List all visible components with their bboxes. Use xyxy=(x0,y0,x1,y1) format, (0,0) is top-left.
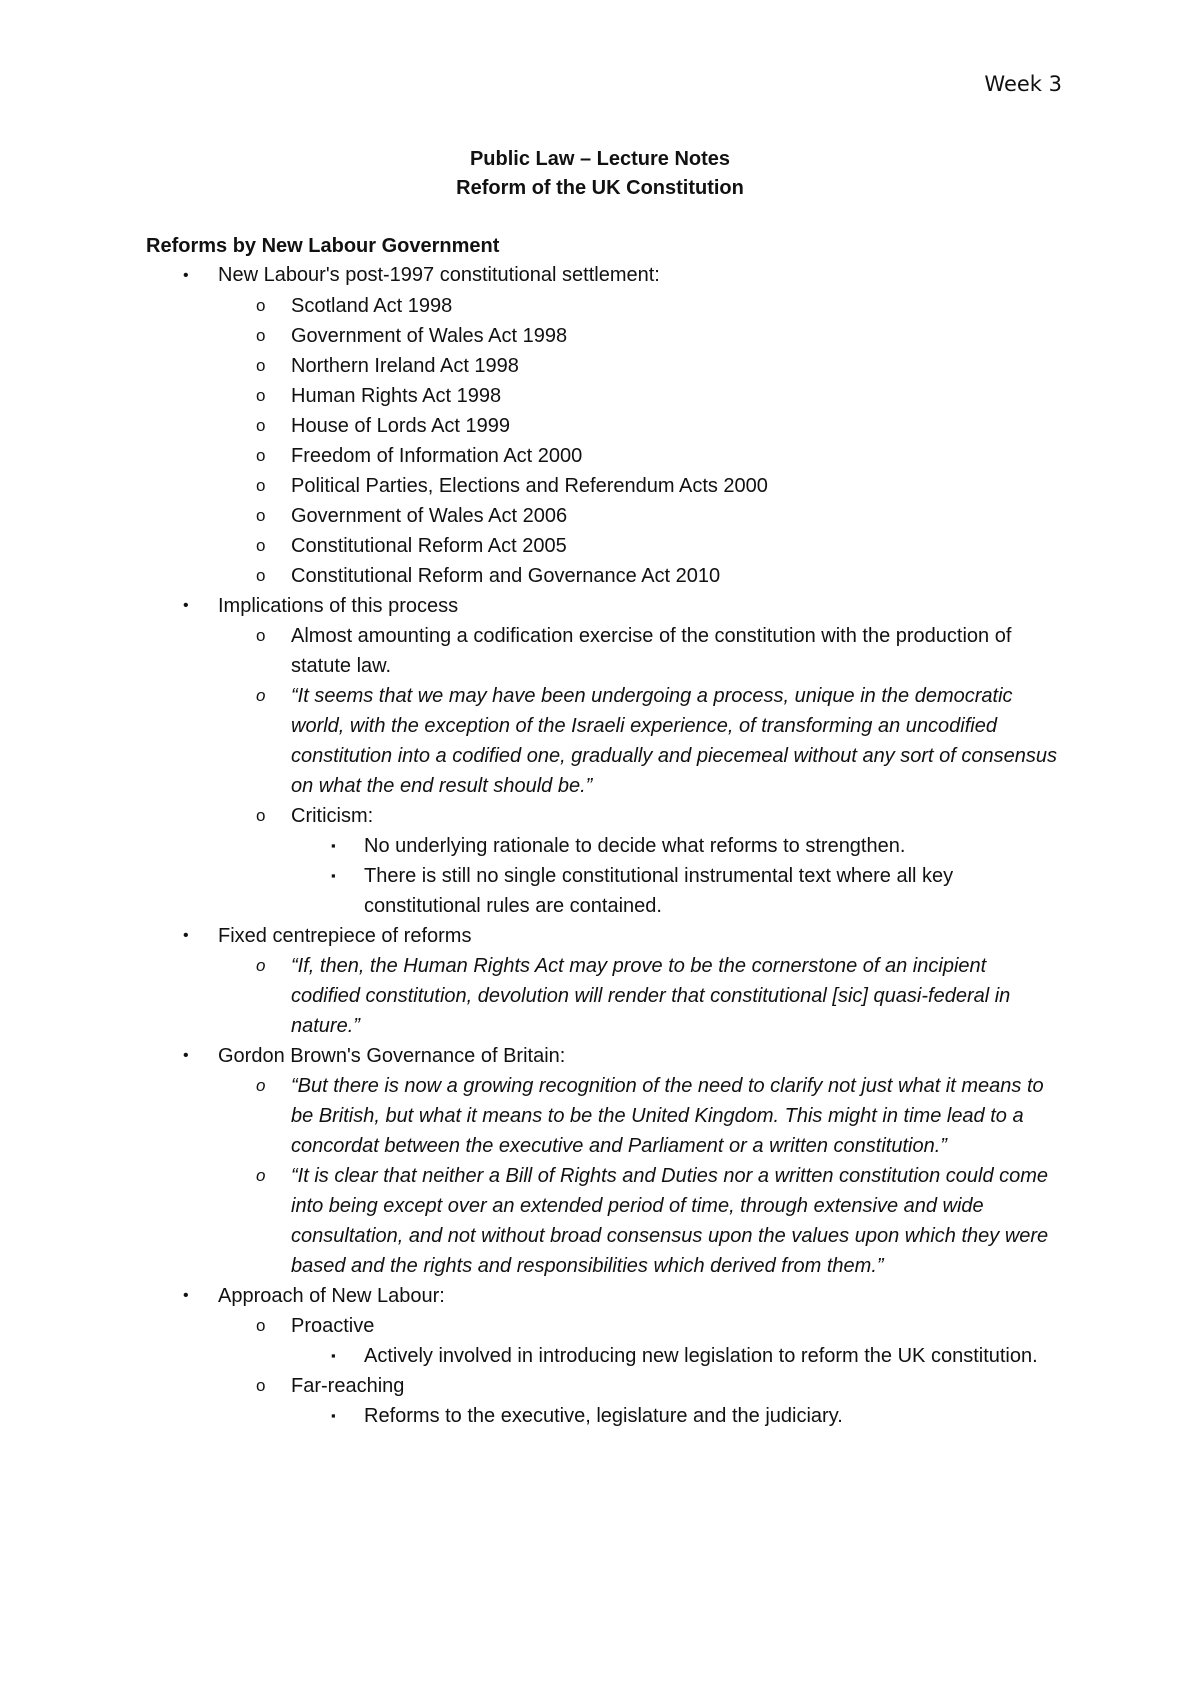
sub-item-text: Proactive xyxy=(291,1315,375,1337)
sub-marker: o xyxy=(256,1376,266,1395)
point-item xyxy=(0,1341,1200,1371)
sub-item-text: Far-reaching xyxy=(291,1375,405,1397)
sub-list-item xyxy=(0,291,1200,321)
act-name: Government of Wales Act 1998 xyxy=(291,325,568,347)
document-title xyxy=(0,145,1200,203)
square-marker: ▪ xyxy=(331,868,336,883)
sub-marker: o xyxy=(256,386,266,405)
list-item-text: Implications of this process xyxy=(218,595,459,617)
sub-list-item-quote xyxy=(0,1161,1200,1281)
section-heading: Reforms by New Labour Government xyxy=(146,235,500,257)
point-item xyxy=(0,1401,1200,1431)
sub-marker: o xyxy=(256,1316,266,1335)
act-name: House of Lords Act 1999 xyxy=(291,415,511,437)
sub-list-item xyxy=(0,531,1200,561)
week-label: Week 3 xyxy=(984,72,1062,96)
sub-list-item xyxy=(0,351,1200,381)
quote-text: “But there is now a growing recognition of the need to clarify not just what it means to be British, but what it means to be the United Kingdom. This might in time lead to a concordat between the executive and Parliament or a written constitution.” xyxy=(291,1075,1044,1157)
sub-marker: o xyxy=(256,416,266,435)
sub-marker: o xyxy=(256,956,266,975)
point-item xyxy=(0,831,1200,861)
quote-text: “If, then, the Human Rights Act may prove to be the cornerstone of an incipient codified constitution, devolution will render that constitutional [sic] quasi-federal in nature.” xyxy=(291,955,1011,1037)
sub-list-item-quote xyxy=(0,951,1200,1041)
title-line-2: Reform of the UK Constitution xyxy=(456,177,744,199)
list-item-text: New Labour's post-1997 constitutional settlement: xyxy=(218,264,660,286)
list-item xyxy=(0,591,1200,621)
act-name: Political Parties, Elections and Referendum Acts 2000 xyxy=(291,475,768,497)
list-item-text: Approach of New Labour: xyxy=(218,1285,445,1307)
sub-marker: o xyxy=(256,626,266,645)
sub-marker: o xyxy=(256,1076,266,1095)
square-marker: ▪ xyxy=(331,838,336,853)
act-name: Government of Wales Act 2006 xyxy=(291,505,568,527)
sub-list-item xyxy=(0,801,1200,831)
list-item-text: Gordon Brown's Governance of Britain: xyxy=(218,1045,566,1067)
bullet-marker: • xyxy=(183,1287,189,1304)
list-item xyxy=(0,921,1200,951)
title-line-1: Public Law – Lecture Notes xyxy=(469,148,731,170)
point-item xyxy=(0,861,1200,921)
list-item xyxy=(0,1281,1200,1311)
sub-marker: o xyxy=(256,1166,266,1185)
square-marker: ▪ xyxy=(331,1408,336,1423)
sub-list-item xyxy=(0,381,1200,411)
sub-list-item xyxy=(0,1311,1200,1341)
sub-marker: o xyxy=(256,476,266,495)
quote-text: “It is clear that neither a Bill of Rights and Duties nor a written constitution could come into being except over an extended period of time, through extensive and wide consultation, and not without broad consensus upon the values upon which they were based and the rights and responsibilities which derived from them.” xyxy=(291,1165,1049,1277)
sub-list-item xyxy=(0,561,1200,591)
sub-marker: o xyxy=(256,446,266,465)
act-name: Freedom of Information Act 2000 xyxy=(291,445,583,467)
sub-list-item xyxy=(0,411,1200,441)
act-name: Northern Ireland Act 1998 xyxy=(291,355,519,377)
sub-list-item xyxy=(0,621,1200,681)
bullet-marker: • xyxy=(183,267,189,284)
point-text: Actively involved in introducing new legislation to reform the UK constitution. xyxy=(364,1345,1038,1367)
sub-list-item xyxy=(0,441,1200,471)
list-item xyxy=(0,1041,1200,1071)
act-name: Constitutional Reform and Governance Act 2010 xyxy=(291,565,721,587)
sub-item-text: Almost amounting a codification exercise of the constitution with the production of statute law. xyxy=(291,625,1012,677)
sub-marker: o xyxy=(256,566,266,585)
square-marker: ▪ xyxy=(331,1348,336,1363)
point-text: No underlying rationale to decide what reforms to strengthen. xyxy=(364,835,906,857)
bullet-marker: • xyxy=(183,597,189,614)
sub-marker: o xyxy=(256,296,266,315)
notes-list xyxy=(0,260,1200,1431)
sub-marker: o xyxy=(256,536,266,555)
sub-list-item-quote xyxy=(0,1071,1200,1161)
bullet-marker: • xyxy=(183,1047,189,1064)
sub-marker: o xyxy=(256,326,266,345)
sub-list-item-quote xyxy=(0,681,1200,801)
list-item xyxy=(0,260,1200,291)
sub-marker: o xyxy=(256,686,266,705)
sub-list-item xyxy=(0,471,1200,501)
sub-list-item xyxy=(0,321,1200,351)
sub-marker: o xyxy=(256,506,266,525)
sub-item-text: Criticism: xyxy=(291,805,374,827)
quote-text: “It seems that we may have been undergoing a process, unique in the democratic world, with the exception of the Israeli experience, of transforming an uncodified constitution into a codified one, gradually and piecemeal without any sort of consensus on what the end result should be.” xyxy=(291,685,1058,797)
sub-marker: o xyxy=(256,356,266,375)
list-item-text: Fixed centrepiece of reforms xyxy=(218,925,472,947)
act-name: Scotland Act 1998 xyxy=(291,295,453,317)
point-text: Reforms to the executive, legislature and the judiciary. xyxy=(364,1405,843,1427)
act-name: Human Rights Act 1998 xyxy=(291,385,502,407)
bullet-marker: • xyxy=(183,927,189,944)
sub-list-item xyxy=(0,1371,1200,1401)
sub-list-item xyxy=(0,501,1200,531)
act-name: Constitutional Reform Act 2005 xyxy=(291,535,567,557)
sub-marker: o xyxy=(256,806,266,825)
point-text: There is still no single constitutional instrumental text where all key constitutional rules are contained. xyxy=(364,865,954,917)
